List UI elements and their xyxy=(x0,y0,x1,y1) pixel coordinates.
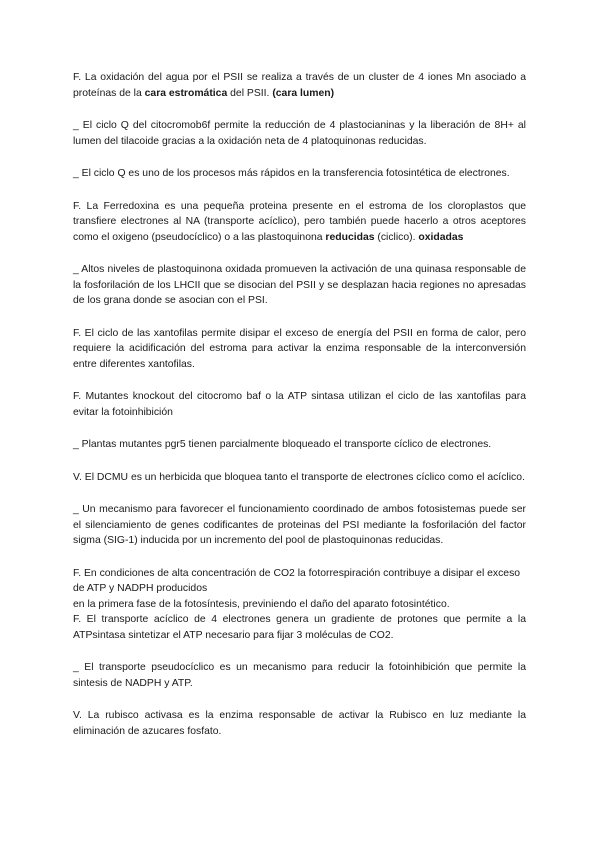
statement-13: _ El transporte pseudocíclico es un mecanismo para reducir la fotoinhibición que permite la sintesis de NADPH y ATP. xyxy=(73,662,526,689)
document-body xyxy=(73,70,526,739)
statement-14: V. La rubisco activasa es la enzima responsable de activar la Rubisco en luz mediante la eliminación de azucares fosfato. xyxy=(73,710,526,737)
statement-12: F. El transporte acíclico de 4 electrones genera un gradiente de protones que permite a la ATPsintasa sintetizar el ATP necesario para fijar 3 moléculas de CO2. xyxy=(73,614,526,641)
statement-9: V. El DCMU es un herbicida que bloquea tanto el transporte de electrones cíclico como el acíclico. xyxy=(73,471,525,483)
statement-10: _ Un mecanismo para favorecer el funcionamiento coordinado de ambos fotosistemas puede ser el silenciamiento de genes codificantes de proteinas del PSI mediante la fosforilación del factor sigma (SIG-1) inducida por un incremento del pool de plastoquinonas reducidas. xyxy=(73,504,526,546)
statement-3: _ El ciclo Q es uno de los procesos más rápidos en la transferencia fotosintética de electrones. xyxy=(73,168,510,179)
statement-2: _ El ciclo Q del citocromob6f permite la reducción de 4 plastocianinas y la liberación de 8H+ al lumen del tilacoide gracias a la oxidación neta de 4 platoquinonas reducidas. xyxy=(73,120,526,147)
statement-8: _ Plantas mutantes pgr5 tienen parcialmente bloqueado el transporte cíclico de electrones. xyxy=(73,439,492,450)
statement-1: F. La oxidación del agua por el PSII se realiza a través de un cluster de 4 iones Mn asociado a proteínas de la cara estromática del PSII. (cara lumen) xyxy=(73,72,526,99)
statement-6: F. El ciclo de las xantofilas permite disipar el exceso de energía del PSII en forma de calor, pero requiere la acidificación del estroma para activar la enzima responsable de la interconversión entre diferentes xantofilas. xyxy=(73,327,526,370)
statement-7: F. Mutantes knockout del citocromo baf o la ATP sintasa utilizan el ciclo de las xantofilas para evitar la fotoinhibición xyxy=(73,391,526,418)
statement-5: _ Altos niveles de plastoquinona oxidada promueven la activación de una quinasa responsable de la fosforilación de los LHCII que se disocian del PSII y se desplazan hacia regiones no apresadas de los grana donde se asocian con el PSI. xyxy=(73,264,526,306)
statement-11: F. En condiciones de alta concentración de CO2 la fotorrespiración contribuye a disipar el exceso de ATP y NADPH producidos en la primera fase de la fotosíntesis, previniendo el daño del aparato fotosintético. xyxy=(73,567,521,610)
statement-11-continuation: en la primera fase de la fotosíntesis, previniendo el daño del aparato fotosintético. xyxy=(73,598,450,610)
statement-4: F. La Ferredoxina es una pequeña proteina presente en el estroma de los cloroplastos que transfiere electrones al NA (transporte acíclico), pero también puede hacerlo a otros aceptores como el oxigeno (pseudocíclico) o a las plastoquinona reducidas (ciclico). oxidadas xyxy=(73,200,526,243)
